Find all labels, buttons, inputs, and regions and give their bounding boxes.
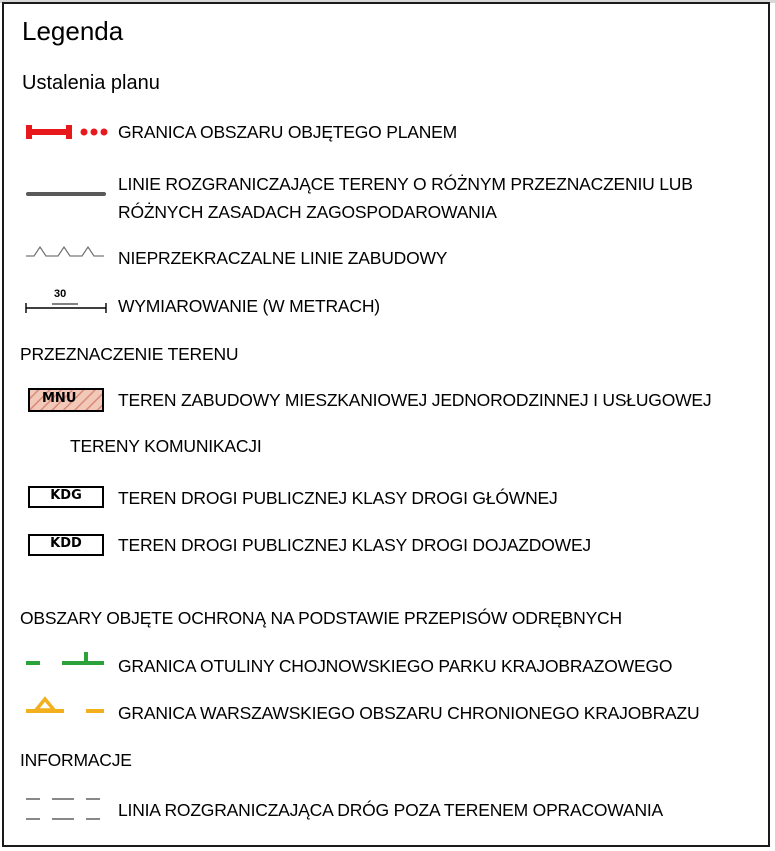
landscape-boundary-symbol [24, 696, 108, 716]
legend-title: Legenda [22, 16, 124, 46]
buffer-boundary-symbol [24, 648, 108, 668]
info-heading: INFORMACJE [20, 750, 132, 770]
kdd-code: KDD [50, 536, 82, 551]
dividing-line-symbol [24, 190, 108, 198]
road-lines-symbol [24, 796, 108, 824]
building-line-symbol [24, 244, 108, 258]
dimension-value: 30 [54, 288, 67, 300]
plan-boundary-label: GRANICA OBSZARU OBJĘTEGO PLANEM [118, 122, 458, 142]
mnu-code: MNU [42, 391, 77, 406]
landscape-boundary-label: GRANICA WARSZAWSKIEGO OBSZARU CHRONIONEGO KRAJOBRAZU [118, 703, 700, 723]
land-use-heading: PRZEZNACZENIE TERENU [20, 344, 239, 364]
transport-heading: TERENY KOMUNIKACJI [70, 436, 262, 456]
kdg-code: KDG [50, 488, 82, 503]
kdg-symbol [28, 486, 104, 508]
section-plan-heading: Ustalenia planu [22, 72, 160, 94]
kdg-label: TEREN DROGI PUBLICZNEJ KLASY DROGI GŁÓWNEJ [118, 488, 558, 508]
dividing-lines-label-line1: LINIE ROZGRANICZAJĄCE TERENY O RÓŻNYM PRZEZNACZENIU LUB [118, 174, 693, 194]
dividing-lines-label-line2: RÓŻNYCH ZASADACH ZAGOSPODAROWANIA [118, 202, 497, 222]
protected-areas-heading: OBSZARY OBJĘTE OCHRONĄ NA PODSTAWIE PRZEPISÓW ODRĘBNYCH [20, 608, 622, 628]
buffer-boundary-label: GRANICA OTULINY CHOJNOWSKIEGO PARKU KRAJOBRAZOWEGO [118, 656, 673, 676]
dimensioning-label: WYMIAROWANIE (W METRACH) [118, 296, 380, 316]
building-lines-label: NIEPRZEKRACZALNE LINIE ZABUDOWY [118, 248, 448, 268]
road-lines-label: LINIA ROZGRANICZAJĄCA DRÓG POZA TERENEM OPRACOWANIA [118, 800, 664, 820]
dimension-symbol [22, 290, 112, 314]
mnu-label: TEREN ZABUDOWY MIESZKANIOWEJ JEDNORODZINNEJ I USŁUGOWEJ [118, 390, 712, 410]
kdd-label: TEREN DROGI PUBLICZNEJ KLASY DROGI DOJAZDOWEJ [118, 535, 591, 555]
plan-boundary-symbol [24, 122, 108, 142]
kdd-symbol [28, 534, 104, 556]
legend-panel [2, 2, 770, 847]
